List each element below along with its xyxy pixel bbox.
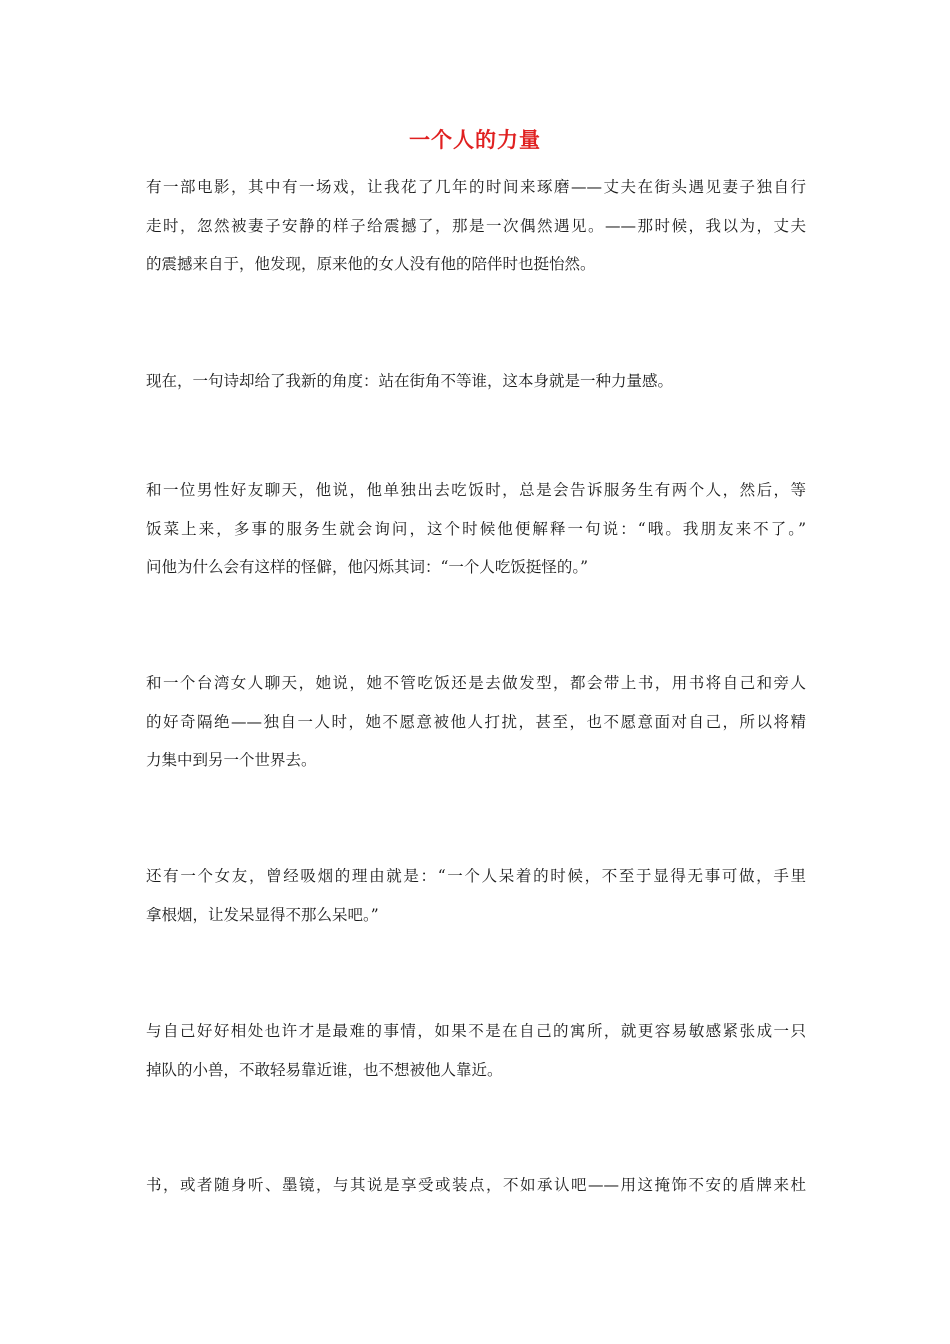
paragraph-line: 饭菜上来，多事的服务生就会询问，这个时候他便解释一句说：“哦。我朋友来不了。” [146,519,806,538]
paragraph-3 [146,471,806,587]
paragraph-line: 的震撼来自于，他发现，原来他的女人没有他的陪伴时也挺怡然。 [146,255,596,273]
paragraph-line: 力集中到另一个世界去。 [146,751,317,769]
paragraph-line: 有一部电影，其中有一场戏，让我花了几年的时间来琢磨——丈夫在街头遇见妻子独自行 [146,178,806,196]
paragraph-5 [146,857,806,934]
document-title: 一个人的力量 [409,128,541,152]
paragraph-line: 还有一个女友，曾经吸烟的理由就是：“一个人呆着的时候，不至于显得无事可做，手里 [146,867,806,885]
paragraph-line: 问他为什么会有这样的怪僻，他闪烁其词：“一个人吃饭挺怪的。” [146,558,589,576]
paragraph-6 [146,1012,806,1089]
paragraph-line: 的好奇隔绝——独自一人时，她不愿意被他人打扰，甚至，也不愿意面对自己，所以将精 [146,712,806,731]
paragraph-1 [146,168,806,284]
paragraph-line: 现在，一句诗却给了我新的角度：站在街角不等谁，这本身就是一种力量感。 [146,372,674,390]
paragraph-line: 和一个台湾女人聊天，她说，她不管吃饭还是去做发型，都会带上书，用书将自己和旁人 [146,674,806,692]
paragraph-4 [146,664,806,780]
paragraph-line: 书，或者随身听、墨镜，与其说是享受或装点，不如承认吧——用这掩饰不安的盾牌来杜 [146,1176,806,1194]
paragraph-line: 掉队的小兽，不敢轻易靠近谁，也不想被他人靠近。 [146,1060,503,1079]
paragraph-line: 拿根烟，让发呆显得不那么呆吧。” [146,905,379,924]
paragraph-line: 和一位男性好友聊天，他说，他单独出去吃饭时，总是会告诉服务生有两个人，然后，等 [146,481,806,499]
paragraph-7 [146,1166,806,1205]
paragraph-2 [146,362,806,401]
paragraph-line: 与自己好好相处也许才是最难的事情，如果不是在自己的寓所，就更容易敏感紧张成一只 [146,1022,806,1040]
paragraph-line: 走时，忽然被妻子安静的样子给震撼了，那是一次偶然遇见。——那时候，我以为，丈夫 [146,216,806,235]
